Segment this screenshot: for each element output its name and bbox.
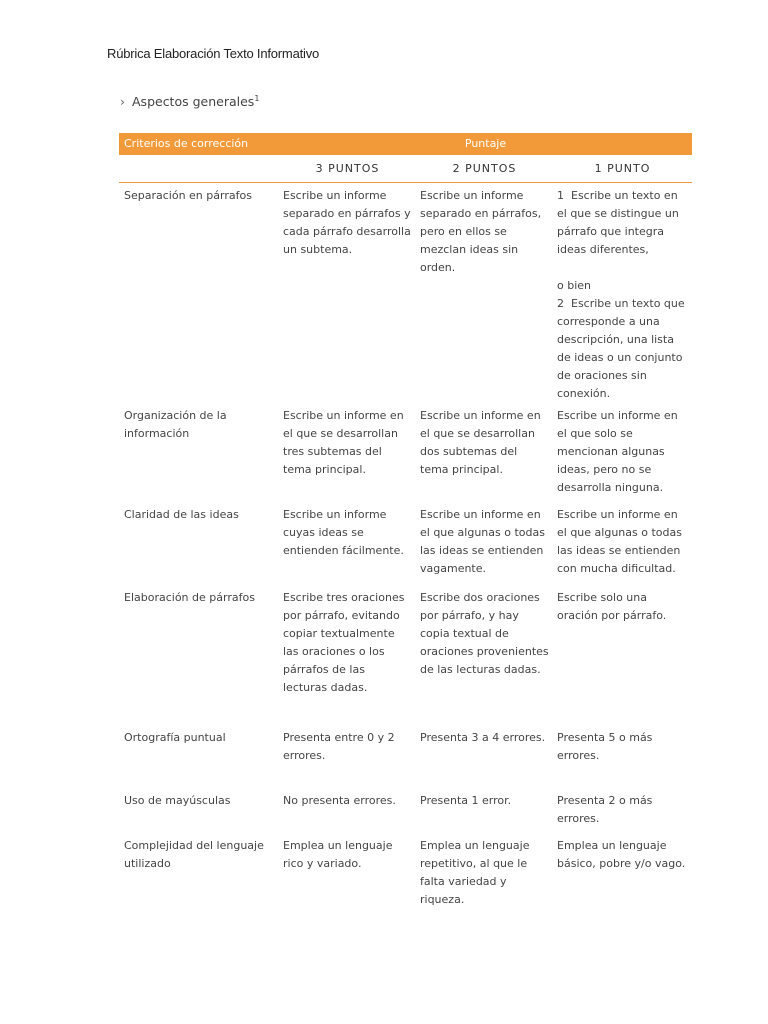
three-points-cell: Escribe un informe en el que se desarrollan tres subtemas del tema principal. bbox=[283, 409, 404, 476]
section-label: Aspectos generales bbox=[132, 94, 255, 110]
points-header-1: 1 PUNTO bbox=[553, 155, 692, 183]
table-row bbox=[119, 502, 692, 585]
three-points-cell: Escribe tres oraciones por párrafo, evitando copiar textualmente las oraciones o los párrafos de las lecturas dadas. bbox=[283, 591, 405, 694]
score-header: Puntaje bbox=[279, 133, 692, 155]
footnote-marker: 1 bbox=[254, 94, 260, 103]
three-points-cell: Emplea un lenguaje rico y variado. bbox=[283, 839, 393, 870]
criterion-cell: Separación en párrafos bbox=[124, 189, 252, 202]
criterion-cell: Organización de la información bbox=[124, 409, 227, 440]
points-header-2: 2 PUNTOS bbox=[416, 155, 553, 183]
two-points-cell: Escribe dos oraciones por párrafo, y hay copia textual de oraciones provenientes de las lecturas dadas. bbox=[420, 591, 549, 676]
table-row bbox=[119, 403, 692, 502]
blank-header-cell bbox=[119, 155, 279, 183]
one-point-cell: Escribe un informe en el que solo se mencionan algunas ideas, pero no se desarrolla ninguna. bbox=[557, 409, 678, 494]
one-point-cell: Emplea un lenguaje básico, pobre y/o vago. bbox=[557, 839, 686, 870]
criterion-cell: Uso de mayúsculas bbox=[124, 794, 231, 807]
section-heading bbox=[120, 94, 259, 109]
three-points-cell: Presenta entre 0 y 2 errores. bbox=[283, 731, 395, 762]
document-title: Rúbrica Elaboración Texto Informativo bbox=[107, 46, 320, 61]
one-point-cell: Presenta 5 o más errores. bbox=[557, 731, 653, 762]
two-points-cell: Presenta 3 a 4 errores. bbox=[420, 731, 546, 744]
or-connector: o bien bbox=[557, 279, 592, 292]
one-point-cell: Escribe un informe en el que algunas o todas las ideas se entienden con mucha dificultad. bbox=[557, 508, 682, 575]
table-row bbox=[119, 183, 692, 404]
points-header-row bbox=[119, 155, 692, 183]
table-row bbox=[119, 725, 692, 788]
three-points-cell: Escribe un informe separado en párrafos y cada párrafo desarrolla un subtema. bbox=[283, 189, 411, 256]
table-row bbox=[119, 833, 692, 909]
table-row bbox=[119, 585, 692, 725]
rubric-table bbox=[119, 133, 692, 909]
criterion-cell: Ortografía puntual bbox=[124, 731, 226, 744]
option-two: 2 Escribe un texto que corresponde a una descripción, una lista de ideas o un conjunto de oraciones sin conexión. bbox=[557, 297, 685, 400]
two-points-cell: Emplea un lenguaje repetitivo, al que le falta variedad y riqueza. bbox=[420, 839, 530, 906]
two-points-cell: Escribe un informe en el que se desarrollan dos subtemas del tema principal. bbox=[420, 409, 541, 476]
two-points-cell: Escribe un informe en el que algunas o todas las ideas se entienden vagamente. bbox=[420, 508, 545, 575]
criterion-cell: Elaboración de párrafos bbox=[124, 591, 255, 604]
table-row bbox=[119, 788, 692, 833]
option-one: 1 Escribe un texto en el que se distingue un párrafo que integra ideas diferentes, bbox=[557, 189, 679, 256]
points-header-3: 3 PUNTOS bbox=[279, 155, 416, 183]
one-point-cell bbox=[553, 183, 692, 404]
criteria-header: Criterios de corrección bbox=[119, 133, 279, 155]
three-points-cell: Escribe un informe cuyas ideas se entienden fácilmente. bbox=[283, 508, 404, 557]
criterion-cell: Complejidad del lenguaje utilizado bbox=[124, 839, 264, 870]
two-points-cell: Escribe un informe separado en párrafos, pero en ellos se mezclan ideas sin orden. bbox=[420, 189, 542, 274]
criterion-cell: Claridad de las ideas bbox=[124, 508, 239, 521]
three-points-cell: No presenta errores. bbox=[283, 794, 396, 807]
chevron-right-icon: › bbox=[120, 94, 125, 110]
one-point-cell: Presenta 2 o más errores. bbox=[557, 794, 653, 825]
table-header-row bbox=[119, 133, 692, 155]
two-points-cell: Presenta 1 error. bbox=[420, 794, 512, 807]
one-point-cell: Escribe solo una oración por párrafo. bbox=[557, 591, 667, 622]
